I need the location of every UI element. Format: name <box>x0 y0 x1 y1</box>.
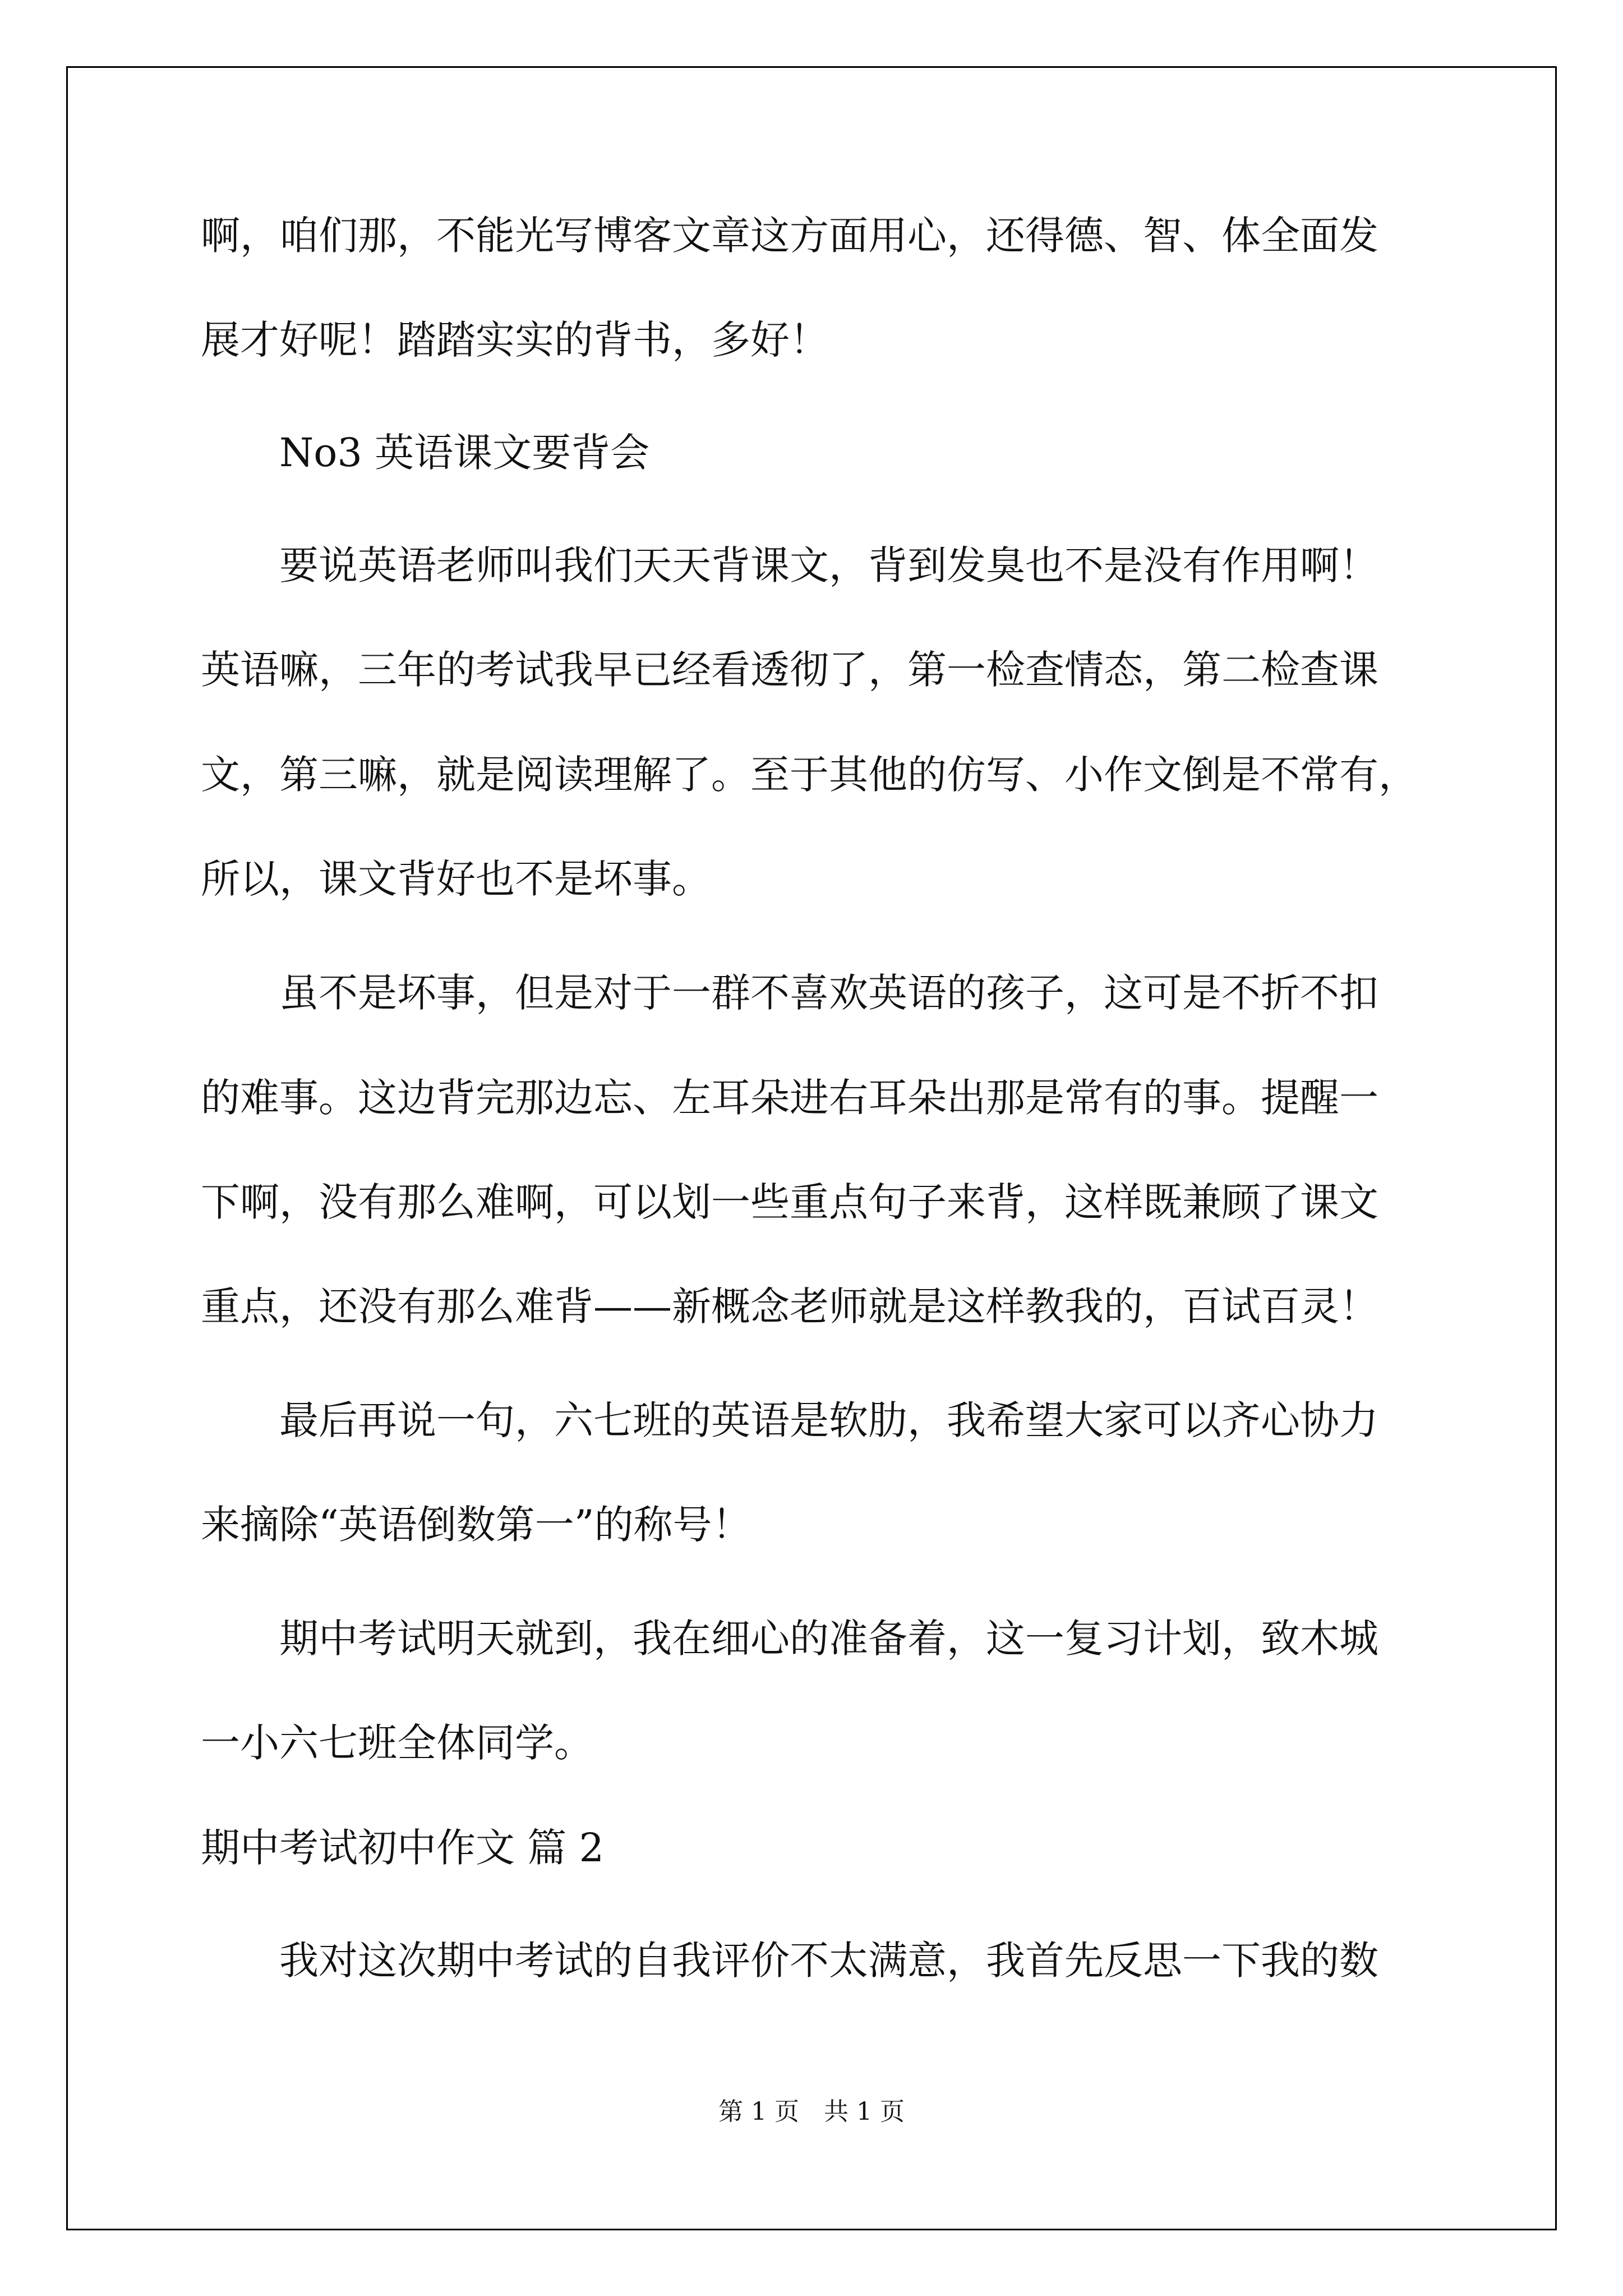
text-line: 的难事。这边背完那边忘、左耳朵进右耳朵出那是常有的事。提醒一 <box>201 1075 1378 1121</box>
text-line: 下啊，没有那么难啊，可以划一些重点句子来背，这样既兼顾了课文 <box>201 1179 1378 1225</box>
text-line: 要说英语老师叫我们天天背课文，背到发臭也不是没有作用啊！ <box>279 542 1378 588</box>
text-line: 展才好呢！踏踏实实的背书，多好！ <box>201 317 829 363</box>
text-line: 来摘除“英语倒数第一”的称号！ <box>201 1502 751 1548</box>
text-line: 英语嘛，三年的考试我早已经看透彻了，第一检查情态，第二检查课 <box>201 647 1378 693</box>
text-line: 虽不是坏事，但是对于一群不喜欢英语的孩子，这可是不折不扣 <box>279 970 1378 1016</box>
text-line: 重点，还没有那么难背——新概念老师就是这样教我的，百试百灵！ <box>201 1283 1378 1329</box>
text-line: 最后再说一句，六七班的英语是软肋，我希望大家可以齐心协力 <box>279 1397 1378 1443</box>
text-line: 一小六七班全体同学。 <box>201 1720 593 1766</box>
text-line: 啊，咱们那，不能光写博客文章这方面用心，还得德、智、体全面发 <box>201 213 1378 259</box>
page-border <box>66 66 1557 2230</box>
text-line: 文，第三嘛，就是阅读理解了。至于其他的仿写、小作文倒是不常有， <box>201 752 1418 798</box>
text-line: 期中考试明天就到，我在细心的准备着，这一复习计划，致木城 <box>279 1616 1378 1662</box>
section-heading: No3 英语课文要背会 <box>279 430 650 476</box>
text-line: 所以，课文背好也不是坏事。 <box>201 856 711 902</box>
section-heading: 期中考试初中作文 篇 2 <box>201 1825 605 1871</box>
page-number-footer: 第 1 页 共 1 页 <box>718 2097 905 2126</box>
text-line: 我对这次期中考试的自我评价不太满意，我首先反思一下我的数 <box>279 1938 1378 1984</box>
